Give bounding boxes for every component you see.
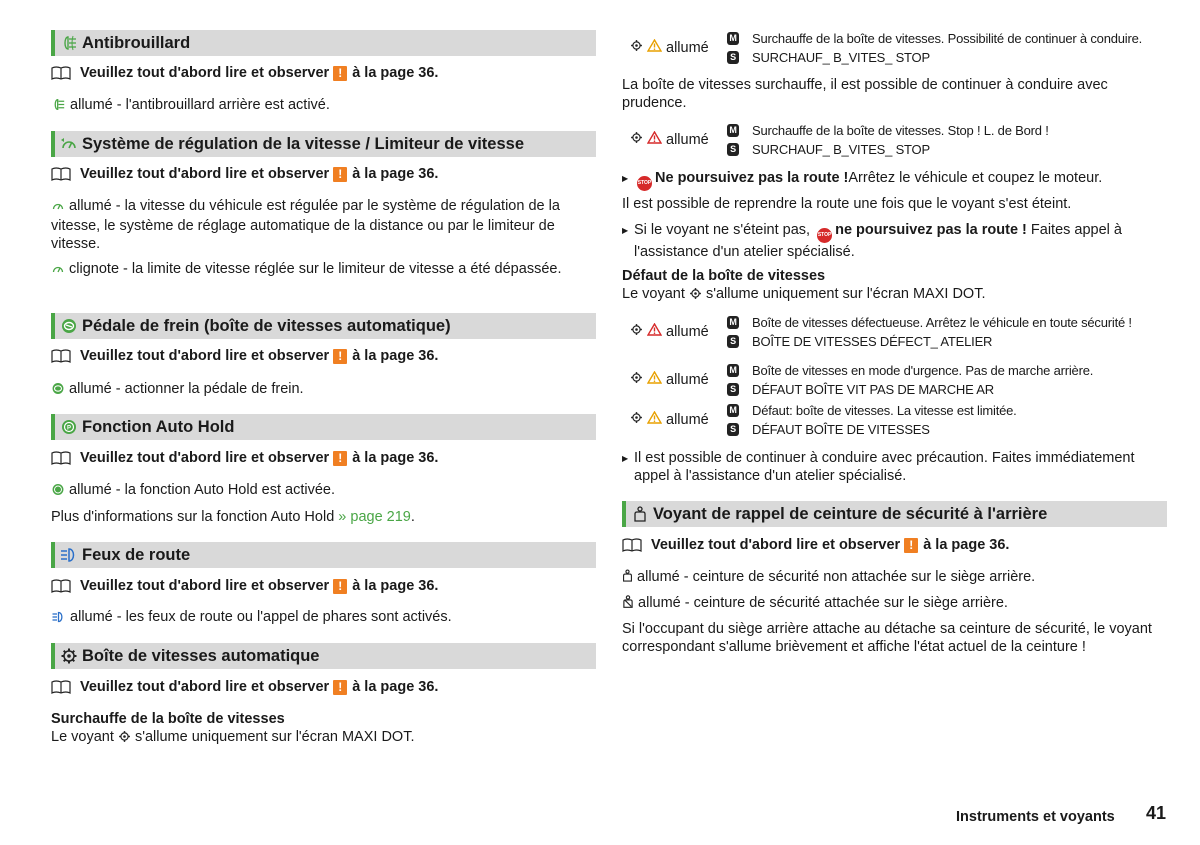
belt-unfastened: allumé - ceinture de sécurité non attachée sur le siège arrière. [622, 568, 1167, 588]
section-header-fog [51, 30, 596, 56]
read-notice: Veuillez tout d'abord lire et observer ! à la page 36. [622, 536, 1167, 554]
warning-icon: ! [333, 451, 347, 466]
gearbox-description: Le voyant s'allume uniquement sur l'écran MAXI DOT. [51, 728, 596, 748]
badge-s: S [727, 335, 739, 348]
rear-fog-light-icon [59, 34, 79, 52]
overheat-paragraph: La boîte de vitesses surchauffe, il est possible de continuer à conduire avec prudence. [622, 77, 1108, 111]
warning-triangle-red-icon [647, 323, 662, 341]
read-notice: Veuillez tout d'abord lire et observer ! à la page 36. [51, 678, 596, 696]
svg-text:P: P [66, 425, 72, 432]
badge-m: M [727, 364, 739, 377]
defect-subtitle: Défaut de la boîte de vitesses [622, 268, 826, 284]
page-link[interactable]: » page 219 [338, 509, 411, 525]
section-title: Pédale de frein (boîte de vitesses automatique) [82, 317, 451, 335]
section-title: Feux de route [82, 546, 191, 564]
section-title: Antibrouillard [82, 34, 191, 52]
warning-icon: ! [333, 167, 347, 182]
warning-icon: ! [333, 680, 347, 695]
gear-icon [689, 287, 702, 305]
book-icon [51, 66, 71, 80]
brake-description: allumé - actionner la pédale de frein. [51, 380, 596, 400]
section-title: Voyant de rappel de ceinture de sécurité à l'arrière [653, 505, 1048, 523]
gearbox-subtitle: Surchauffe de la boîte de vitesses [51, 711, 285, 727]
gear-icon [630, 131, 643, 149]
brake-pedal-icon [51, 382, 65, 400]
fog-description: allumé - l'antibrouillard arrière est activé. [51, 96, 596, 116]
autohold-description: allumé - la fonction Auto Hold est activée. [51, 481, 596, 501]
badge-s: S [727, 383, 739, 396]
message-row-defective: allumé M Boîte de vitesses défectueuse. Arrêtez le véhicule en toute sécurité ! S BOÎTE DE VITESSES DÉFECT_ ATELIER [622, 313, 1167, 353]
stop-sign-icon: STOP [817, 228, 832, 243]
warning-icon: ! [333, 579, 347, 594]
warning-icon: ! [333, 66, 347, 81]
read-notice: Veuillez tout d'abord lire et observer ! à la page 36. [51, 165, 596, 183]
badge-s: S [727, 51, 739, 64]
defect-description: Le voyant s'allume uniquement sur l'écran MAXI DOT. [622, 285, 1167, 305]
section-header-highbeam [51, 542, 596, 568]
read-notice: Veuillez tout d'abord lire et observer ! à la page 36. [51, 347, 596, 365]
speedometer-icon [59, 135, 79, 153]
book-icon [51, 167, 71, 181]
seatbelt-fastened-icon [622, 595, 634, 614]
gear-icon [630, 39, 643, 57]
cruise-description-blink: clignote - la limite de vitesse réglée sur le limiteur de vitesse a été dépassée. [51, 260, 596, 280]
speedometer-icon [51, 262, 65, 280]
auto-hold-icon [51, 483, 65, 501]
badge-m: M [727, 124, 739, 137]
badge-s: S [727, 143, 739, 156]
stop-sign-icon: STOP [637, 176, 652, 191]
book-icon [51, 349, 71, 363]
autohold-more-info: Plus d'informations sur la fonction Auto Hold » page 219. [51, 509, 415, 525]
page-number: 41 [1146, 803, 1167, 823]
section-title: Boîte de vitesses automatique [82, 647, 320, 665]
read-notice: Veuillez tout d'abord lire et observer ! à la page 36. [51, 449, 596, 467]
high-beam-icon [51, 610, 66, 628]
seatbelt-unfastened-icon [622, 569, 633, 588]
belt-fastened: allumé - ceinture de sécurité attachée sur le siège arrière. [622, 594, 1167, 614]
warning-triangle-yellow-icon [647, 411, 662, 429]
gear-icon [630, 371, 643, 389]
warning-triangle-yellow-icon [647, 371, 662, 389]
message-row-overheat-stop: allumé M Surchauffe de la boîte de vitesses. Stop ! L. de Bord ! S SURCHAUF_ B_VITES_ STOP [622, 121, 1167, 161]
bullet-call-workshop: ▶ Si le voyant ne s'éteint pas, STOP ne poursuivez pas la route ! Faites appel à l'assistance d'un atelier spécialisé. [622, 221, 1167, 261]
section-title: Système de régulation de la vitesse / Limiteur de vitesse [82, 135, 525, 153]
section-header-brake [51, 313, 596, 339]
auto-hold-icon [59, 418, 79, 436]
badge-m: M [727, 32, 739, 45]
resume-paragraph: Il est possible de reprendre la route une fois que le voyant s'est éteint. [622, 196, 1072, 212]
section-title: Fonction Auto Hold [82, 418, 235, 436]
message-row-emergency: allumé M Boîte de vitesses en mode d'urgence. Pas de marche arrière. S DÉFAUT BOÎTE VIT PAS DE MARCHE AR [622, 361, 1167, 401]
book-icon [51, 680, 71, 694]
section-header-gearbox [51, 643, 596, 669]
message-row-overheat-continue: allumé M Surchauffe de la boîte de vitesses. Possibilité de continuer à conduire. S SURCHAUF_ B_VITES_ STOP [622, 29, 1167, 69]
book-icon [51, 451, 71, 465]
speedometer-icon [51, 199, 65, 217]
belt-paragraph: Si l'occupant du siège arrière attache au détache sa ceinture de sécurité, le voyant correspondant s'allume brièvement et affiche l'état actuel de la ceinture ! [622, 621, 1152, 655]
badge-m: M [727, 316, 739, 329]
cruise-description-on: allumé - la vitesse du véhicule est régulée par le système de régulation de la vitesse, le système de réglage automatique de la distance ou par le limiteur de vitesse. [51, 198, 560, 252]
book-icon [622, 538, 642, 552]
badge-m: M [727, 404, 739, 417]
high-beam-icon [59, 546, 79, 564]
read-notice: Veuillez tout d'abord lire et observer ! à la page 36. [51, 64, 596, 82]
warning-triangle-red-icon [647, 131, 662, 149]
rear-fog-light-icon [51, 98, 66, 116]
warning-icon: ! [904, 538, 918, 553]
badge-s: S [727, 423, 739, 436]
bullet-stop-driving: ▶ STOP Ne poursuivez pas la route !Arrêtez le véhicule et coupez le moteur. [622, 169, 1167, 191]
gear-icon [118, 730, 131, 748]
highbeam-description: allumé - les feux de route ou l'appel de phares sont activés. [51, 608, 596, 628]
gear-icon [630, 411, 643, 429]
section-header-autohold [51, 414, 596, 440]
gear-icon [630, 323, 643, 341]
message-row-speed-limited: allumé M Défaut: boîte de vitesses. La vitesse est limitée. S DÉFAUT BOÎTE DE VITESSES [622, 401, 1167, 441]
gear-icon [59, 647, 79, 665]
warning-triangle-yellow-icon [647, 39, 662, 57]
warning-icon: ! [333, 349, 347, 364]
book-icon [51, 579, 71, 593]
section-header-seatbelt [622, 501, 1167, 527]
read-notice: Veuillez tout d'abord lire et observer ! à la page 36. [51, 577, 596, 595]
footer-section-title: Instruments et voyants [956, 809, 1115, 825]
brake-pedal-icon [59, 317, 79, 335]
bullet-continue-caution: ▶ Il est possible de continuer à conduire avec précaution. Faites immédiatement appel à l'assistance d'un atelier spécialisé. [622, 449, 1167, 485]
section-header-cruise [51, 131, 596, 157]
seatbelt-icon [630, 505, 650, 523]
